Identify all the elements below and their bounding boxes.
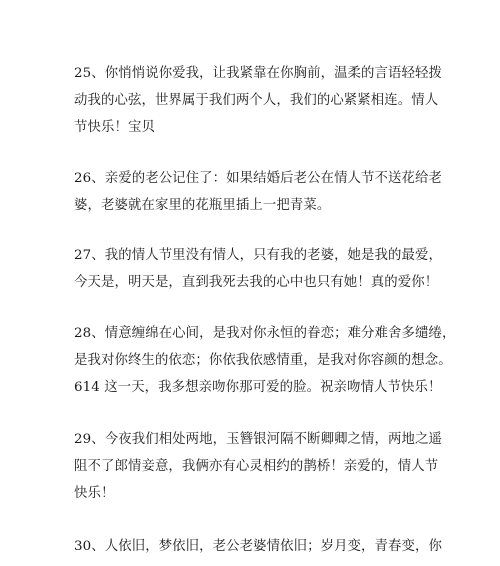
paragraph-26 — [74, 165, 444, 219]
text-line: 25、你悄悄说你爱我，让我紧靠在你胸前，温柔的言语轻轻拨 — [74, 66, 442, 81]
text-line: 快乐！ — [74, 486, 115, 501]
text-line: 27、我的情人节里没有情人，只有我的老婆，她是我的最爱， — [74, 248, 442, 263]
text-line: 今天是，明天是，直到我死去我的心中也只有她！真的爱你！ — [74, 275, 439, 290]
text-line: 30、人依旧，梦依旧，老公老婆情依旧；岁月变，青春变，你 — [74, 539, 442, 554]
text-line: 29、今夜我们相处两地，玉簪银河隔不断卿卿之情，两地之遥 — [74, 432, 442, 447]
text-line: 是我对你终生的依恋；你依我依感情重，是我对你容颜的想念。 — [74, 353, 452, 368]
text-line: 614 这一天，我多想亲吻你那可爱的脸。祝亲吻情人节快乐！ — [74, 380, 442, 395]
text-line: 节快乐！宝贝 — [74, 120, 155, 135]
text-line: 28、情意缠绵在心间，是我对你永恒的眷恋；难分难舍多缱绻， — [74, 326, 456, 341]
paragraph-25 — [74, 60, 444, 141]
paragraph-27 — [74, 242, 444, 296]
text-line: 26、亲爱的老公记住了：如果结婚后老公在情人节不送花给老 — [74, 171, 442, 186]
text-line: 动我的心弦，世界属于我们两个人，我们的心紧紧相连。情人 — [74, 93, 439, 108]
paragraph-28 — [74, 320, 456, 401]
paragraph-30 — [74, 533, 444, 560]
text-line: 阻不了郎情妾意，我俩亦有心灵相约的鹊桥！亲爱的，情人节 — [74, 459, 439, 474]
paragraph-29 — [74, 426, 444, 507]
text-line: 婆，老婆就在家里的花瓶里插上一把青菜。 — [74, 198, 331, 213]
